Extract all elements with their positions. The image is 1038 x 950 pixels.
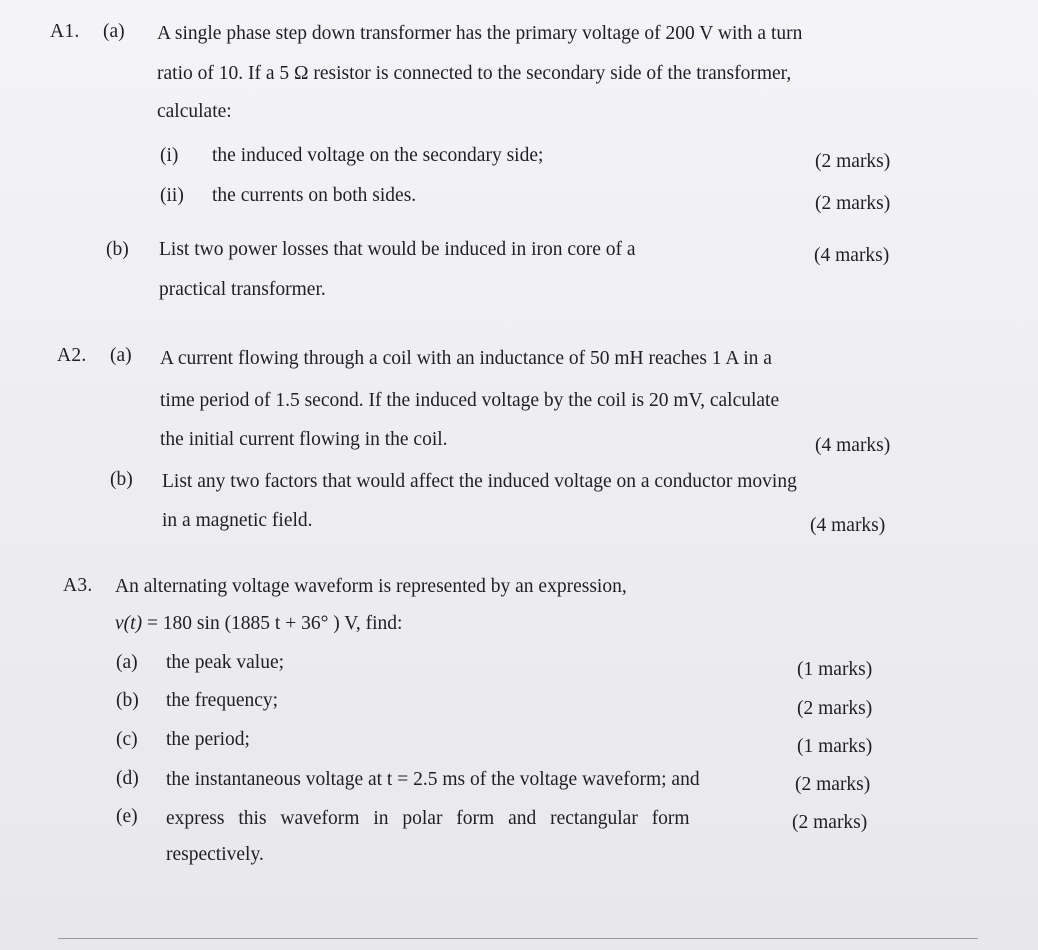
a1-part-a-ii-label: (ii) [160,185,184,206]
a2-part-a-label: (a) [110,345,132,366]
a2-part-a-text-line1: A current flowing through a coil with an inductance of 50 mH reaches 1 A in a [160,348,772,369]
a2-part-a-marks: (4 marks) [815,435,891,456]
a1-part-a-text-line2: ratio of 10. If a 5 Ω resistor is connected to the secondary side of the transformer, [157,63,792,84]
a3-intro-line1: An alternating voltage waveform is represented by an expression, [115,576,627,597]
a3-e-marks: (2 marks) [792,812,868,833]
a1-part-b-text-line2: practical transformer. [159,279,326,300]
a3-e-label: (e) [116,806,138,827]
a3-b-text: the frequency; [166,690,279,711]
a3-a-text: the peak value; [166,652,285,673]
question-number-a3: A3. [63,575,93,596]
a3-d-text: the instantaneous voltage at t = 2.5 ms of the voltage waveform; and [166,769,700,790]
a3-c-label: (c) [116,729,138,750]
a1-part-a-ii-marks: (2 marks) [815,193,891,214]
a2-part-b-text-line2: in a magnetic field. [162,510,313,531]
a3-b-marks: (2 marks) [797,698,873,719]
bottom-rule [58,938,978,939]
a1-part-b-label: (b) [106,239,129,260]
a1-part-a-i-marks: (2 marks) [815,151,891,172]
a2-part-b-text-line1: List any two factors that would affect the induced voltage on a conductor moving [162,471,797,492]
a3-expression-function: v(t) [115,613,143,634]
a3-c-marks: (1 marks) [797,736,873,757]
a3-e-text: express this waveform in polar form and rectangular form [166,808,690,829]
a3-expression [115,614,402,634]
a3-a-label: (a) [116,652,138,673]
a2-part-a-text-line2: time period of 1.5 second. If the induced voltage by the coil is 20 mV, calculate [160,390,780,411]
a3-b-label: (b) [116,690,139,711]
a1-part-a-i-text: the induced voltage on the secondary side; [212,145,544,166]
a2-part-b-marks: (4 marks) [810,515,886,536]
a1-part-a-ii-text: the currents on both sides. [212,185,417,206]
a3-expression-body: = 180 sin (1885 t + 36° ) V, find: [142,613,403,634]
a3-d-label: (d) [116,768,139,789]
a3-a-marks: (1 marks) [797,659,873,680]
a1-part-b-text-line1: List two power losses that would be induced in iron core of a [159,239,636,260]
a1-part-a-i-label: (i) [160,145,179,166]
a1-part-a-text-line1: A single phase step down transformer has the primary voltage of 200 V with a turn [157,23,803,44]
a2-part-b-label: (b) [110,469,133,490]
a3-e-text-line2: respectively. [166,844,264,865]
a1-part-b-marks: (4 marks) [814,245,890,266]
a3-d-marks: (2 marks) [795,774,871,795]
a2-part-a-text-line3: the initial current flowing in the coil. [160,429,448,450]
a1-part-a-label: (a) [103,21,125,42]
question-number-a1: A1. [50,21,80,42]
question-number-a2: A2. [57,345,87,366]
a1-part-a-text-line3: calculate: [157,101,232,122]
a3-c-text: the period; [166,729,250,750]
